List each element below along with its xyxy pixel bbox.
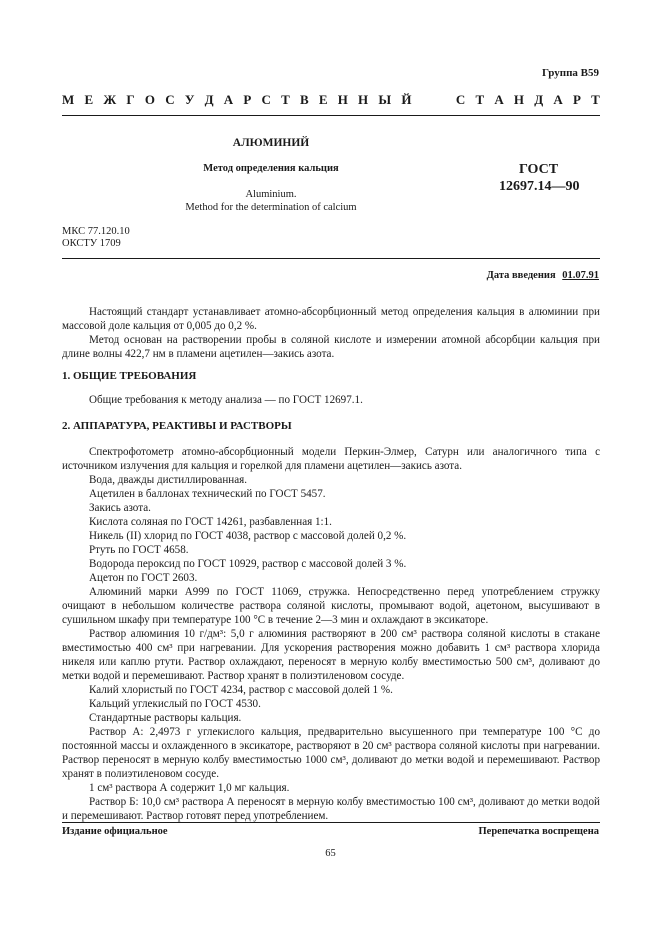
banner-letter: У	[184, 92, 195, 107]
doc-title: АЛЮМИНИЙ	[232, 137, 310, 149]
list-item: Кислота соляная по ГОСТ 14261, разбавленная 1:1.	[89, 516, 332, 528]
banner-letter: А	[494, 92, 504, 107]
banner-letter: Ы	[378, 92, 392, 107]
effective-date	[487, 270, 599, 281]
list-item: 1 см³ раствора А содержит 1,0 мг кальция.	[89, 782, 290, 794]
intro-block	[62, 305, 600, 823]
list-item: Раствор А: 2,4973 г углекислого кальция, предварительно высушенного при температуре 100 °С до постоянной массы и охлажденного в эксикаторе, растворяют в 20 см³ раствора соляной кислоты при нагревании. Раствор переносят в мерную колбу вместимостью 1000 см³, доливают до метки водой и перемешивают. Раствор хранят в полиэтиленовом сосуде.	[62, 726, 600, 780]
standard-banner	[62, 92, 600, 108]
list-item: Ацетилен в баллонах технический по ГОСТ 5457.	[89, 488, 326, 500]
list-item: Вода, дважды дистиллированная.	[89, 474, 248, 486]
banner-letter: А	[223, 92, 234, 107]
list-item: Кальций углекислый по ГОСТ 4530.	[89, 698, 261, 710]
list-item: Калий хлористый по ГОСТ 4234, раствор с массовой долей 1 %.	[89, 684, 393, 696]
okstu-code: ОКСТУ 1709	[62, 238, 121, 249]
header-rule	[62, 115, 600, 116]
mks-code: МКС 77.120.10	[62, 226, 130, 237]
list-item: Закись азота.	[89, 502, 151, 514]
banner-letter: Р	[243, 92, 252, 107]
section2-heading: 2. АППАРАТУРА, РЕАКТИВЫ И РАСТВОРЫ	[62, 420, 292, 432]
page-number: 65	[325, 848, 336, 859]
banner-letter: В	[299, 92, 309, 107]
footer-right: Перепечатка воспрещена	[478, 826, 599, 837]
banner-letter: Н	[358, 92, 369, 107]
effective-date-value: 01.07.91	[562, 270, 599, 281]
banner-letter: Г	[126, 92, 135, 107]
banner-letter: Е	[318, 92, 328, 107]
banner-letter: А	[553, 92, 563, 107]
banner-letter: М	[62, 92, 75, 107]
list-item: Водорода пероксид по ГОСТ 10929, раствор с массовой долей 3 %.	[89, 558, 407, 570]
effective-date-label: Дата введения	[486, 270, 556, 281]
banner-letter: Т	[475, 92, 485, 107]
banner-letter: Н	[337, 92, 348, 107]
list-item: Ртуть по ГОСТ 4658.	[89, 544, 189, 556]
banner-letter: Н	[513, 92, 525, 107]
banner-letter: Д	[204, 92, 214, 107]
banner-letter: С	[165, 92, 175, 107]
footer-rule	[62, 822, 600, 823]
codes-rule	[62, 258, 600, 259]
list-item: Спектрофотометр атомно-абсорбционный модели Перкин-Элмер, Сатурн или аналогичного типа с источником излучения для кальция и горелкой для пламени ацетилен—закись азота.	[62, 446, 600, 472]
doc-title-en-2: Method for the determination of calcium	[185, 202, 357, 213]
group-code: Группа В59	[541, 67, 599, 79]
banner-letter: О	[144, 92, 156, 107]
banner-letter: Т	[281, 92, 290, 107]
banner-letter: Д	[534, 92, 544, 107]
banner-letter: Р	[573, 92, 581, 107]
section1-text: Общие требования к методу анализа — по ГОСТ 12697.1.	[89, 394, 363, 406]
doc-subtitle: Метод определения кальция	[203, 163, 339, 174]
doc-title-en-1: Aluminium.	[245, 189, 297, 200]
banner-letter: Й	[401, 92, 412, 107]
banner-letter: С	[261, 92, 271, 107]
footer-left: Издание официальное	[62, 826, 168, 837]
banner-letter: Ж	[103, 92, 117, 107]
banner-gap	[422, 92, 446, 108]
banner-letter: Т	[591, 92, 600, 107]
list-item: Ацетон по ГОСТ 2603.	[89, 572, 198, 584]
intro-paragraph: Настоящий стандарт устанавливает атомно-абсорбционный метод определения кальция в алюминии при массовой доле кальция от 0,005 до 0,2 %.	[62, 306, 600, 332]
gost-label: ГОСТ	[519, 162, 559, 177]
list-item: Никель (II) хлорид по ГОСТ 4038, раствор с массовой долей 0,2 %.	[89, 530, 407, 542]
list-item: Раствор алюминия 10 г/дм³: 5,0 г алюминия растворяют в 200 см³ раствора соляной кислоты в стакане вместимостью 400 см³ при нагревании. Для ускорения растворения можно добавить 1 см³ раствора хлорида никеля или каплю ртути. Раствор охлаждают, переносят в мерную колбу вместимостью 500 см³, доливают до метки водой и перемешивают. Раствор хранят в полиэтиленовом сосуде.	[62, 628, 600, 682]
list-item: Раствор Б: 10,0 см³ раствора А переносят в мерную колбу вместимостью 100 см³, доливают до метки водой и перемешивают. Раствор готовят перед употреблением.	[62, 796, 600, 822]
gost-number: 12697.14—90	[499, 179, 580, 194]
list-item: Стандартные растворы кальция.	[89, 712, 242, 724]
banner-letter: С	[455, 92, 466, 107]
banner-letter: Е	[84, 92, 94, 107]
section1-heading: 1. ОБЩИЕ ТРЕБОВАНИЯ	[62, 370, 197, 382]
list-item: Алюминий марки А999 по ГОСТ 11069, стружка. Непосредственно перед употреблением стружку очищают в небольшом количестве раствора соляной кислоты, промывают водой, ацетоном, высушивают в сушильном шкафу при температуре 100 °С в течение 2—3 мин и охлаждают в эксикаторе.	[62, 586, 600, 626]
intro-paragraph: Метод основан на растворении пробы в соляной кислоте и измерении атомной абсорбции кальция при длине волны 422,7 нм в пламени ацетилен—закись азота.	[62, 334, 600, 360]
